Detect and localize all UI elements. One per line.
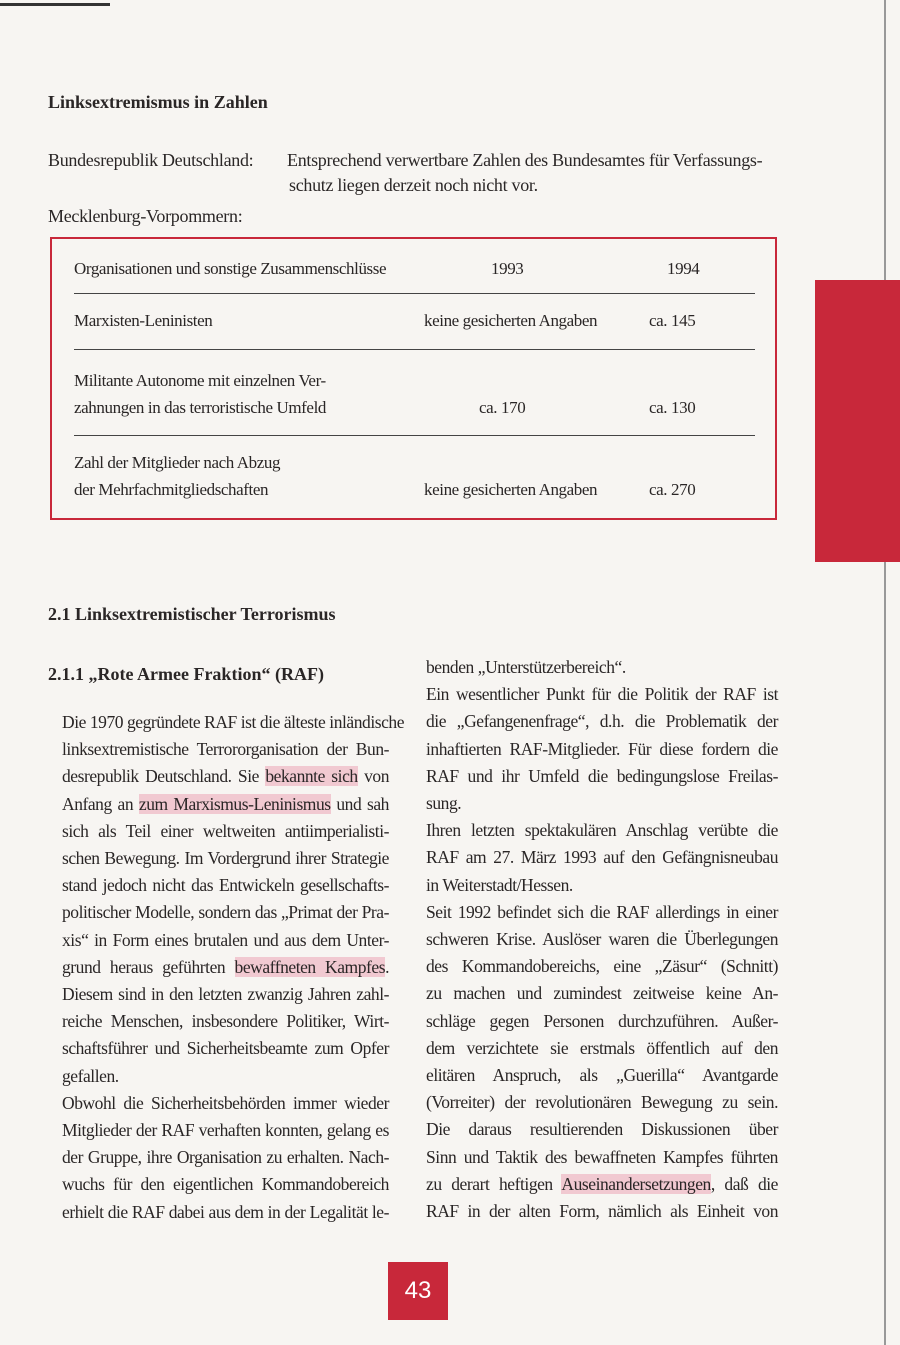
text-line: Obwohl die Sicherheitsbehörden immer wieder xyxy=(62,1092,389,1113)
text-line: linksextremistische Terrororganisation der Bun- xyxy=(62,739,389,760)
text-line: schen Bewegung. Im Vordergrund ihrer Strategie xyxy=(62,848,389,869)
highlighted-phrase: Auseinandersetzungen xyxy=(561,1173,711,1194)
row-label-line: zahnungen in das terroristische Umfeld xyxy=(74,398,326,417)
text-line: reiche Menschen, insbesondere Politiker, Wirt- xyxy=(62,1011,389,1032)
value-1994: ca. 130 xyxy=(649,398,696,417)
text-line: Die daraus resultierenden Diskussionen über xyxy=(426,1119,778,1140)
text-line: elitären Anspruch, als „Guerilla“ Avantgarde xyxy=(426,1065,778,1086)
row-label xyxy=(74,367,326,421)
highlighted-phrase: bekannte sich xyxy=(265,766,358,787)
mv-label: Mecklenburg-Vorpommern: xyxy=(48,206,243,226)
text-line: dem verzichtete sie erstmals öffentlich auf den xyxy=(426,1037,778,1058)
subsection-heading: 2.1.1 „Rote Armee Fraktion“ (RAF) xyxy=(48,664,324,684)
value-1993: keine gesicherten Angaben xyxy=(424,311,598,330)
text-line: RAF in der alten Form, nämlich als Einheit von xyxy=(426,1201,778,1222)
text-line: erhielt die RAF dabei aus dem in der Legalität le- xyxy=(62,1201,389,1222)
divider xyxy=(74,293,755,294)
text-line: Ein wesentlicher Punkt für die Politik der RAF ist xyxy=(426,684,778,705)
brd-label: Bundesrepublik Deutschland: xyxy=(48,150,254,170)
statistics-table xyxy=(50,237,777,520)
scan-edge-line xyxy=(0,3,110,6)
heading-title: Linksextremismus in Zahlen xyxy=(48,92,268,112)
text-line: desrepublik Deutschland. Sie bekannte sich von xyxy=(62,766,389,787)
page-edge-line xyxy=(884,0,886,1345)
row-label xyxy=(74,449,280,503)
row-label: Marxisten-Leninisten xyxy=(74,311,213,330)
row-label-line: Zahl der Mitglieder nach Abzug xyxy=(74,453,281,472)
text-line: Sinn und Taktik des bewaffneten Kampfes führten xyxy=(426,1146,778,1167)
header-1994: 1994 xyxy=(667,259,700,278)
text-line: sich als Teil einer weltweiten antiimperialisti- xyxy=(62,820,389,841)
text-line: inhaftierten RAF-Mitglieder. Für diese fordern die xyxy=(426,738,778,759)
text-line: xis“ in Form eines brutalen und aus dem Unter- xyxy=(62,929,389,950)
divider xyxy=(74,435,755,436)
brd-text-1: Entsprechend verwertbare Zahlen des Bundesamtes für Verfassungs- xyxy=(287,150,763,170)
text-line: Seit 1992 befindet sich die RAF allerdings in einer xyxy=(426,901,778,922)
text-line: zu machen und zumindest zeitweise keine An- xyxy=(426,983,778,1004)
text-line: stand jedoch nicht das Entwickeln gesellschafts- xyxy=(62,875,389,896)
highlighted-phrase: bewaffneten Kampfes xyxy=(234,956,386,977)
text-line: grund heraus geführten bewaffneten Kampfes. xyxy=(62,956,390,977)
text-line: die „Gefangenenfrage“, d.h. die Problematik der xyxy=(426,711,778,732)
text-line: RAF am 27. März 1993 auf den Gefängnisneubau xyxy=(426,847,778,868)
text-line: RAF und ihr Umfeld die bedingungslose Freilas- xyxy=(426,765,778,786)
header-1993: 1993 xyxy=(491,259,524,278)
text-line: gefallen. xyxy=(62,1065,119,1086)
value-1994: ca. 145 xyxy=(649,311,696,330)
text-line: Diesem sind in den letzten zwanzig Jahren zahl- xyxy=(62,984,389,1005)
row-label-line: Militante Autonome mit einzelnen Ver- xyxy=(74,371,326,390)
page-number: 43 xyxy=(388,1262,448,1320)
text-line: Die 1970 gegründete RAF ist die älteste inländische xyxy=(62,712,405,732)
text-line: politischer Modelle, sondern das „Primat der Pra- xyxy=(62,902,389,923)
brd-text-2: schutz liegen derzeit noch nicht vor. xyxy=(289,175,538,195)
text-line: in Weiterstadt/Hessen. xyxy=(426,874,573,895)
text-line: benden „Unterstützerbereich“. xyxy=(426,657,626,677)
left-column xyxy=(62,709,405,1226)
section-heading: 2.1 Linksextremistischer Terrorismus xyxy=(48,604,336,624)
value-1993: ca. 170 xyxy=(479,398,526,417)
divider xyxy=(74,349,755,350)
text-line: (Vorreiter) der revolutionären Bewegung zu sein. xyxy=(426,1092,778,1113)
right-column xyxy=(426,654,778,1225)
row-label-line: der Mehrfachmitgliedschaften xyxy=(74,480,269,499)
text-line: der Gruppe, ihre Organisation zu erhalten. Nach- xyxy=(62,1147,389,1168)
text-line: des Kommandobereichs, eine „Zäsur“ (Schnitt) xyxy=(426,956,778,977)
value-1994: ca. 270 xyxy=(649,480,696,499)
text-line: schweren Krise. Auslöser waren die Überlegungen xyxy=(426,929,778,950)
text-line: Anfang an zum Marxismus-Leninismus und sah xyxy=(62,793,389,814)
text-line: wuchs für den eigentlichen Kommandobereich xyxy=(62,1174,389,1195)
text-line: Ihren letzten spektakulären Anschlag verübte die xyxy=(426,820,778,841)
header-organisation: Organisationen und sonstige Zusammenschlüsse xyxy=(74,259,387,278)
value-1993: keine gesicherten Angaben xyxy=(424,480,598,499)
text-line: schaftsführer und Sicherheitsbeamte zum Opfer xyxy=(62,1038,389,1059)
chapter-tab-marker xyxy=(815,280,900,562)
text-line: zu derart heftigen Auseinandersetzungen, daß die xyxy=(426,1173,778,1194)
highlighted-phrase: zum Marxismus-Leninismus xyxy=(138,793,331,814)
text-line: schläge gegen Personen durchzuführen. Außer- xyxy=(426,1010,778,1031)
text-line: Mitglieder der RAF verhaften konnten, gelang es xyxy=(62,1120,389,1141)
text-line: sung. xyxy=(426,793,462,814)
